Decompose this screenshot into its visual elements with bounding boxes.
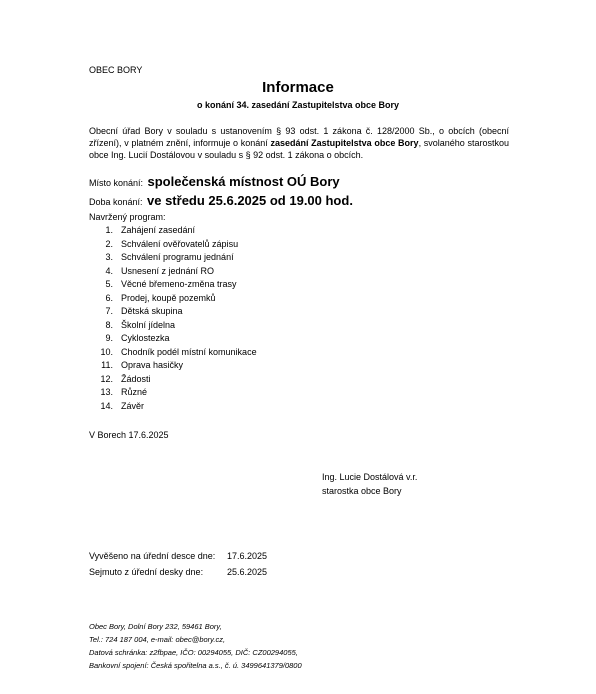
intro-paragraph [89, 125, 509, 162]
program-item-number: 12. [100, 373, 113, 384]
header-org: OBEC BORY [89, 65, 143, 75]
program-item [89, 238, 257, 252]
program-item-number: 5. [105, 279, 113, 289]
program-item [89, 332, 257, 346]
program-item-text: Chodník podél místní komunikace [121, 346, 257, 357]
program-item-text: Věcné břemeno-změna trasy [121, 279, 237, 289]
program-item [89, 319, 257, 333]
program-item [89, 292, 257, 306]
program-item-text: Cyklostezka [121, 333, 170, 343]
program-item-number: 13. [100, 387, 113, 397]
program-item-number: 14. [100, 400, 113, 411]
program-item-text: Oprava hasičky [121, 360, 184, 370]
program-item [89, 251, 257, 265]
meeting-place [89, 173, 340, 191]
program-item-number: 4. [105, 265, 113, 276]
footer-address: Obec Bory, Dolní Bory 232, 59461 Bory, [89, 622, 222, 631]
removed-label: Sejmuto z úřední desky dne: [89, 567, 204, 577]
program-item-text: Usnesení z jednání RO [121, 265, 215, 276]
program-item [89, 359, 257, 373]
program-item [89, 400, 257, 414]
program-item [89, 278, 257, 292]
removed-line [89, 566, 268, 578]
program-item-number: 10. [100, 346, 113, 357]
document-title: Informace [262, 79, 334, 96]
place-and-date: V Borech 17.6.2025 [89, 430, 169, 440]
program-item-text: Schválení programu jednání [121, 252, 234, 262]
program-item [89, 305, 257, 319]
posted-date: 17.6.2025 [227, 551, 268, 561]
program-item-number: 3. [105, 252, 113, 262]
program-item-text: Prodej, koupě pozemků [121, 292, 216, 303]
posted-line [89, 550, 268, 562]
program-item-text: Žádosti [121, 373, 151, 384]
program-item-text: Školní jídelna [121, 319, 176, 330]
footer-contact: Tel.: 724 187 004, e-mail: obec@bory.cz, [89, 635, 226, 644]
footer-bank: Bankovní spojení: Česká spořitelna a.s., č. ú. 3499641379/0800 [89, 661, 302, 670]
program-item-text: Závěr [121, 400, 145, 411]
meeting-time [89, 192, 353, 210]
program-item-text: Zahájení zasedání [121, 225, 196, 235]
program-item-number: 11. [101, 360, 113, 370]
program-item-number: 6. [105, 292, 113, 303]
place-value: společenská místnost OÚ Bory [147, 174, 340, 189]
footer-ids: Datová schránka: z2fbpae, IČO: 00294055, DIČ: CZ00294055, [89, 648, 298, 657]
program-item-number: 2. [105, 238, 113, 249]
program-item-number: 7. [105, 306, 113, 316]
intro-text: Obecní úřad Bory v souladu s ustanovením § 93 odst. 1 zákona č. 128/2000 Sb., o obcích (obecní zřízení), v platném znění, informuje o konání [89, 126, 509, 149]
program-heading: Navržený program: [89, 212, 166, 222]
program-list [89, 224, 257, 413]
place-label: Místo konání: [89, 178, 144, 188]
program-item-number: 9. [105, 333, 113, 343]
document-subtitle: o konání 34. zasedání Zastupitelstva obce Bory [196, 100, 400, 110]
time-value: ve středu 25.6.2025 od 19.00 hod. [147, 193, 353, 208]
removed-date: 25.6.2025 [227, 567, 268, 577]
program-item [89, 265, 257, 279]
program-item [89, 373, 257, 387]
program-item-number: 1. [105, 225, 113, 235]
program-item-text: Schválení ověřovatelů zápisu [121, 238, 239, 249]
program-item-number: 8. [105, 319, 113, 330]
program-item-text: Různé [121, 387, 148, 397]
intro-text-end: , svolaného starostkou obce Ing. Lucií Dostálovou v souladu s § 92 odst. 1 zákona o obcích. [89, 138, 509, 161]
program-item [89, 224, 257, 238]
time-label: Doba konání: [89, 197, 143, 207]
signature-name: Ing. Lucie Dostálová v.r. [322, 472, 418, 482]
program-item [89, 386, 257, 400]
signature-role: starostka obce Bory [322, 486, 402, 496]
posted-label: Vyvěšeno na úřední desce dne: [89, 551, 216, 561]
program-item [89, 346, 257, 360]
program-item-text: Dětská skupina [121, 306, 183, 316]
intro-bold-text: zasedání Zastupitelstva obce Bory [270, 138, 419, 149]
